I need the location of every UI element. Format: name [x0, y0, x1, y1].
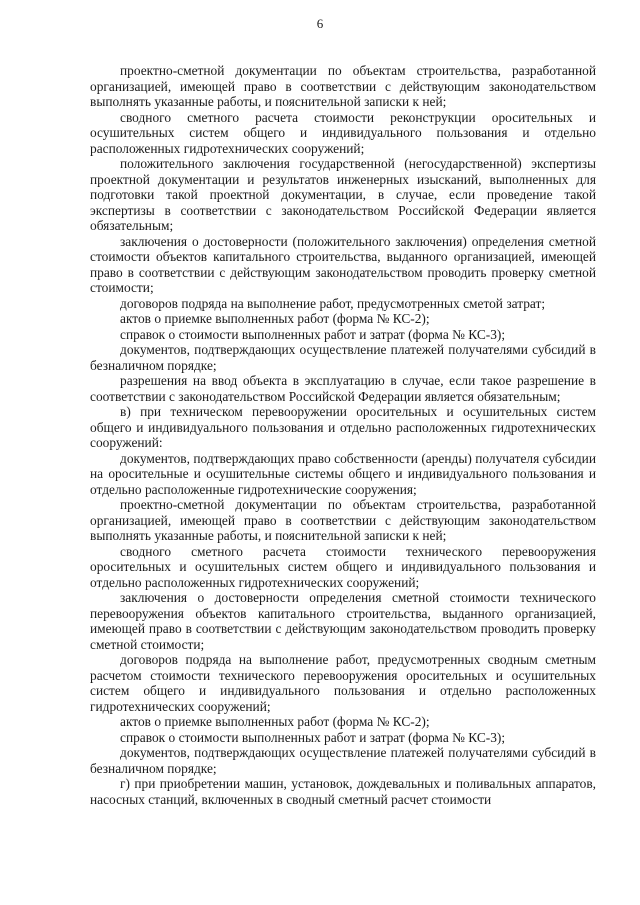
- paragraph: документов, подтверждающих право собственности (аренды) получателя субсидии на оросительные и осушительные системы общего и индивидуального пользования и отдельно расположенные гидротехнические сооружения;: [90, 450, 596, 497]
- paragraph: в) при техническом перевооружении оросительных и осушительных систем общего и индивидуального пользования и отдельно расположенных гидротехнических сооружений:: [90, 404, 596, 450]
- paragraph: документов, подтверждающих осуществление платежей получателями субсидий в безналичном порядке;: [90, 745, 596, 776]
- paragraph: положительного заключения государственной (негосударственной) экспертизы проектной документации и результатов инженерных изысканий, выполненных для подготовки такой проектной документации, в случае, если проведение такой экспертизы в соответствии с законодательством Российской Федерации является обязательным;: [90, 156, 596, 233]
- paragraph: сводного сметного расчета стоимости технического перевооружения оросительных и осушительных систем общего и индивидуального пользования и отдельно расположенных гидротехнических сооружений;: [90, 543, 596, 590]
- paragraph: разрешения на ввод объекта в эксплуатацию в случае, если такое разрешение в соответствии с законодательством Российской Федерации является обязательным;: [90, 373, 596, 404]
- paragraph: проектно-сметной документации по объектам строительства, разработанной организацией, имеющей право в соответствии с действующим законодательством выполнять указанные работы, и пояснительной записки к ней;: [90, 497, 596, 543]
- paragraph: договоров подряда на выполнение работ, предусмотренных сводным сметным расчетом стоимости технического перевооружения оросительных и осушительных систем общего и индивидуального пользования и отдельно расположенных гидротехнических сооружений;: [90, 652, 596, 714]
- paragraph: документов, подтверждающих осуществление платежей получателями субсидий в безналичном порядке;: [90, 342, 596, 373]
- paragraph: проектно-сметной документации по объектам строительства, разработанной организацией, имеющей право в соответствии с действующим законодательством выполнять указанные работы, и пояснительной записки к ней;: [90, 63, 596, 109]
- paragraph: договоров подряда на выполнение работ, предусмотренных сметой затрат;: [120, 295, 546, 311]
- page-number: 6: [316, 16, 324, 31]
- paragraph: актов о приемке выполненных работ (форма № КС-2);: [120, 311, 430, 326]
- paragraph: заключения о достоверности (положительного заключения) определения сметной стоимости объектов капитального строительства, выданного организацией, имеющей право в соответствии с действующим законодательством проводить проверку сметной стоимости;: [90, 233, 596, 295]
- document-body: [90, 63, 596, 807]
- paragraph: заключения о достоверности определения сметной стоимости технического перевооружения объектов капитального строительства, выданного организацией, имеющей право в соответствии с действующим законодательством проводить проверку сметной стоимости;: [90, 590, 596, 652]
- paragraph: справок о стоимости выполненных работ и затрат (форма № КС-3);: [120, 326, 506, 342]
- paragraph: г) при приобретении машин, установок, дождевальных и поливальных аппаратов, насосных станций, включенных в сводный сметный расчет стоимости: [90, 776, 596, 807]
- paragraph: сводного сметного расчета стоимости реконструкции оросительных и осушительных систем общего и индивидуального пользования и отдельно расположенных гидротехнических сооружений;: [90, 109, 596, 156]
- paragraph: справок о стоимости выполненных работ и затрат (форма № КС-3);: [120, 729, 506, 745]
- paragraph: актов о приемке выполненных работ (форма № КС-2);: [120, 714, 430, 729]
